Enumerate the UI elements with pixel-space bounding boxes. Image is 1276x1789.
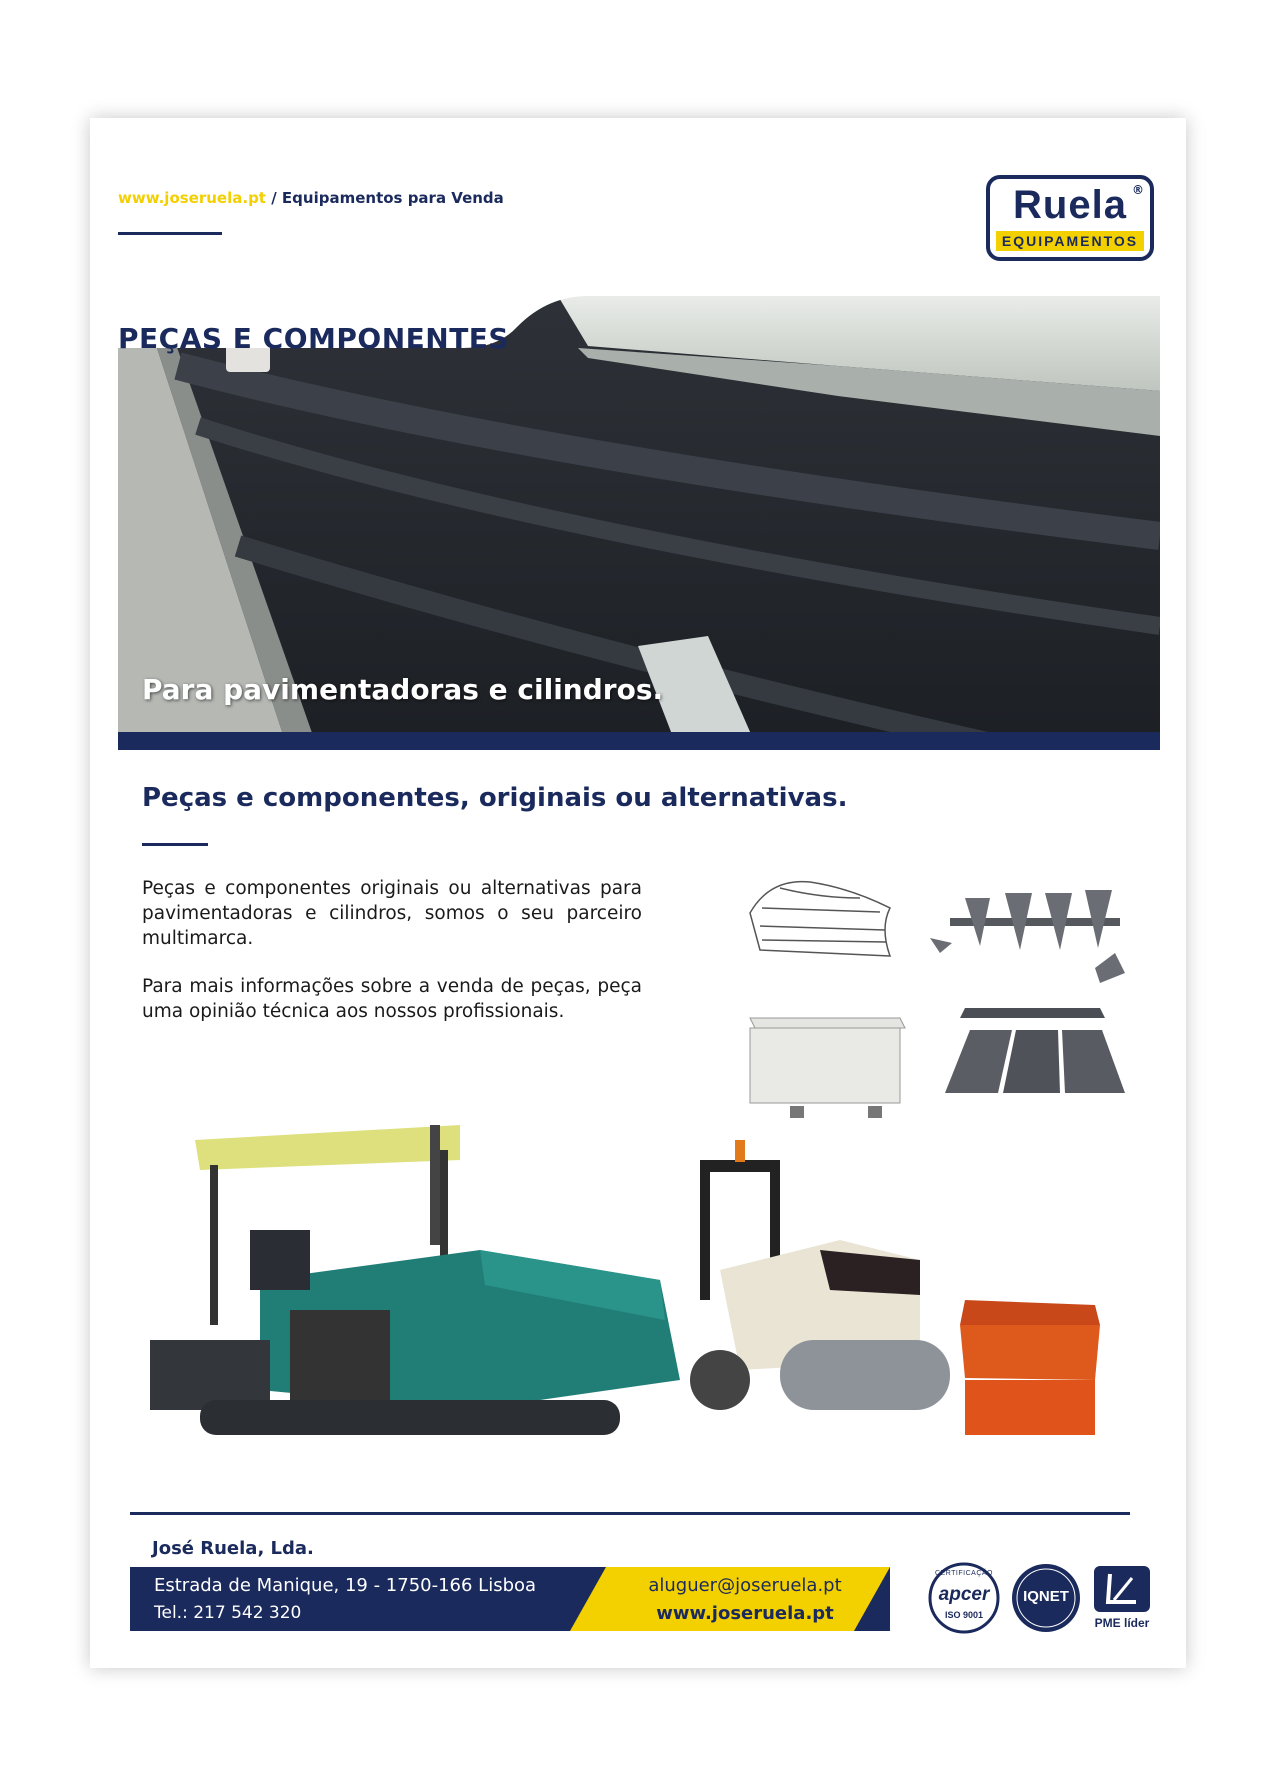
apcer-iso-label: ISO 9001 bbox=[944, 1610, 984, 1620]
apcer-iso9001-badge bbox=[926, 1560, 1002, 1636]
page-title: PEÇAS E COMPONENTES bbox=[118, 322, 510, 355]
logo-name: Ruela bbox=[1013, 183, 1127, 227]
parts-images bbox=[740, 868, 1160, 1128]
logo-registered-mark: ® bbox=[1132, 183, 1144, 197]
toolbox-part-image bbox=[750, 1018, 905, 1118]
breadcrumb-separator: / bbox=[265, 189, 282, 207]
company-name: José Ruela, Lda. bbox=[152, 1538, 314, 1559]
apcer-ring-text: CERTIFICAÇÃO bbox=[935, 1570, 993, 1577]
iqnet-label: IQNET bbox=[1023, 1588, 1069, 1605]
pme-lider-badge bbox=[1092, 1564, 1152, 1634]
apcer-label: apcer bbox=[938, 1584, 990, 1605]
footer-rule bbox=[130, 1512, 1130, 1515]
footer-email[interactable]: aluguer@joseruela.pt bbox=[648, 1575, 842, 1596]
contact-bar bbox=[570, 1567, 890, 1631]
roller-image bbox=[690, 1140, 950, 1410]
subtitle-rule bbox=[142, 843, 208, 846]
tank-part-image bbox=[750, 882, 890, 956]
footer-phone[interactable]: Tel.: 217 542 320 bbox=[154, 1603, 302, 1623]
intro-paragraph-1: Peças e componentes originais ou alternativas para pavimentadoras e cilindros, somos o seu parceiro multimarca. bbox=[142, 878, 642, 949]
header-rule bbox=[118, 232, 222, 235]
logo-tagline: EQUIPAMENTOS bbox=[996, 231, 1144, 251]
breadcrumb bbox=[118, 189, 504, 207]
ruela-logo bbox=[986, 175, 1154, 261]
screed-plates-image bbox=[945, 1008, 1125, 1093]
pme-label: PME líder bbox=[1094, 1616, 1150, 1630]
section-subtitle: Peças e componentes, originais ou alternativas. bbox=[142, 783, 848, 813]
auger-part-image bbox=[930, 890, 1125, 983]
machines-images bbox=[140, 1110, 1160, 1490]
orange-toolbox-image bbox=[960, 1300, 1100, 1435]
breadcrumb-section: Equipamentos para Venda bbox=[281, 189, 504, 207]
hero-caption: Para pavimentadoras e cilindros. bbox=[142, 673, 664, 706]
intro-paragraph-2: Para mais informações sobre a venda de peças, peça uma opinião técnica aos nossos profissionais. bbox=[142, 976, 642, 1022]
footer-address: Estrada de Manique, 19 - 1750-166 Lisboa bbox=[154, 1575, 537, 1596]
paver-image bbox=[150, 1125, 680, 1435]
footer-website[interactable]: www.joseruela.pt bbox=[656, 1603, 834, 1624]
breadcrumb-site-link[interactable]: www.joseruela.pt bbox=[118, 189, 266, 207]
iqnet-badge bbox=[1008, 1560, 1084, 1636]
